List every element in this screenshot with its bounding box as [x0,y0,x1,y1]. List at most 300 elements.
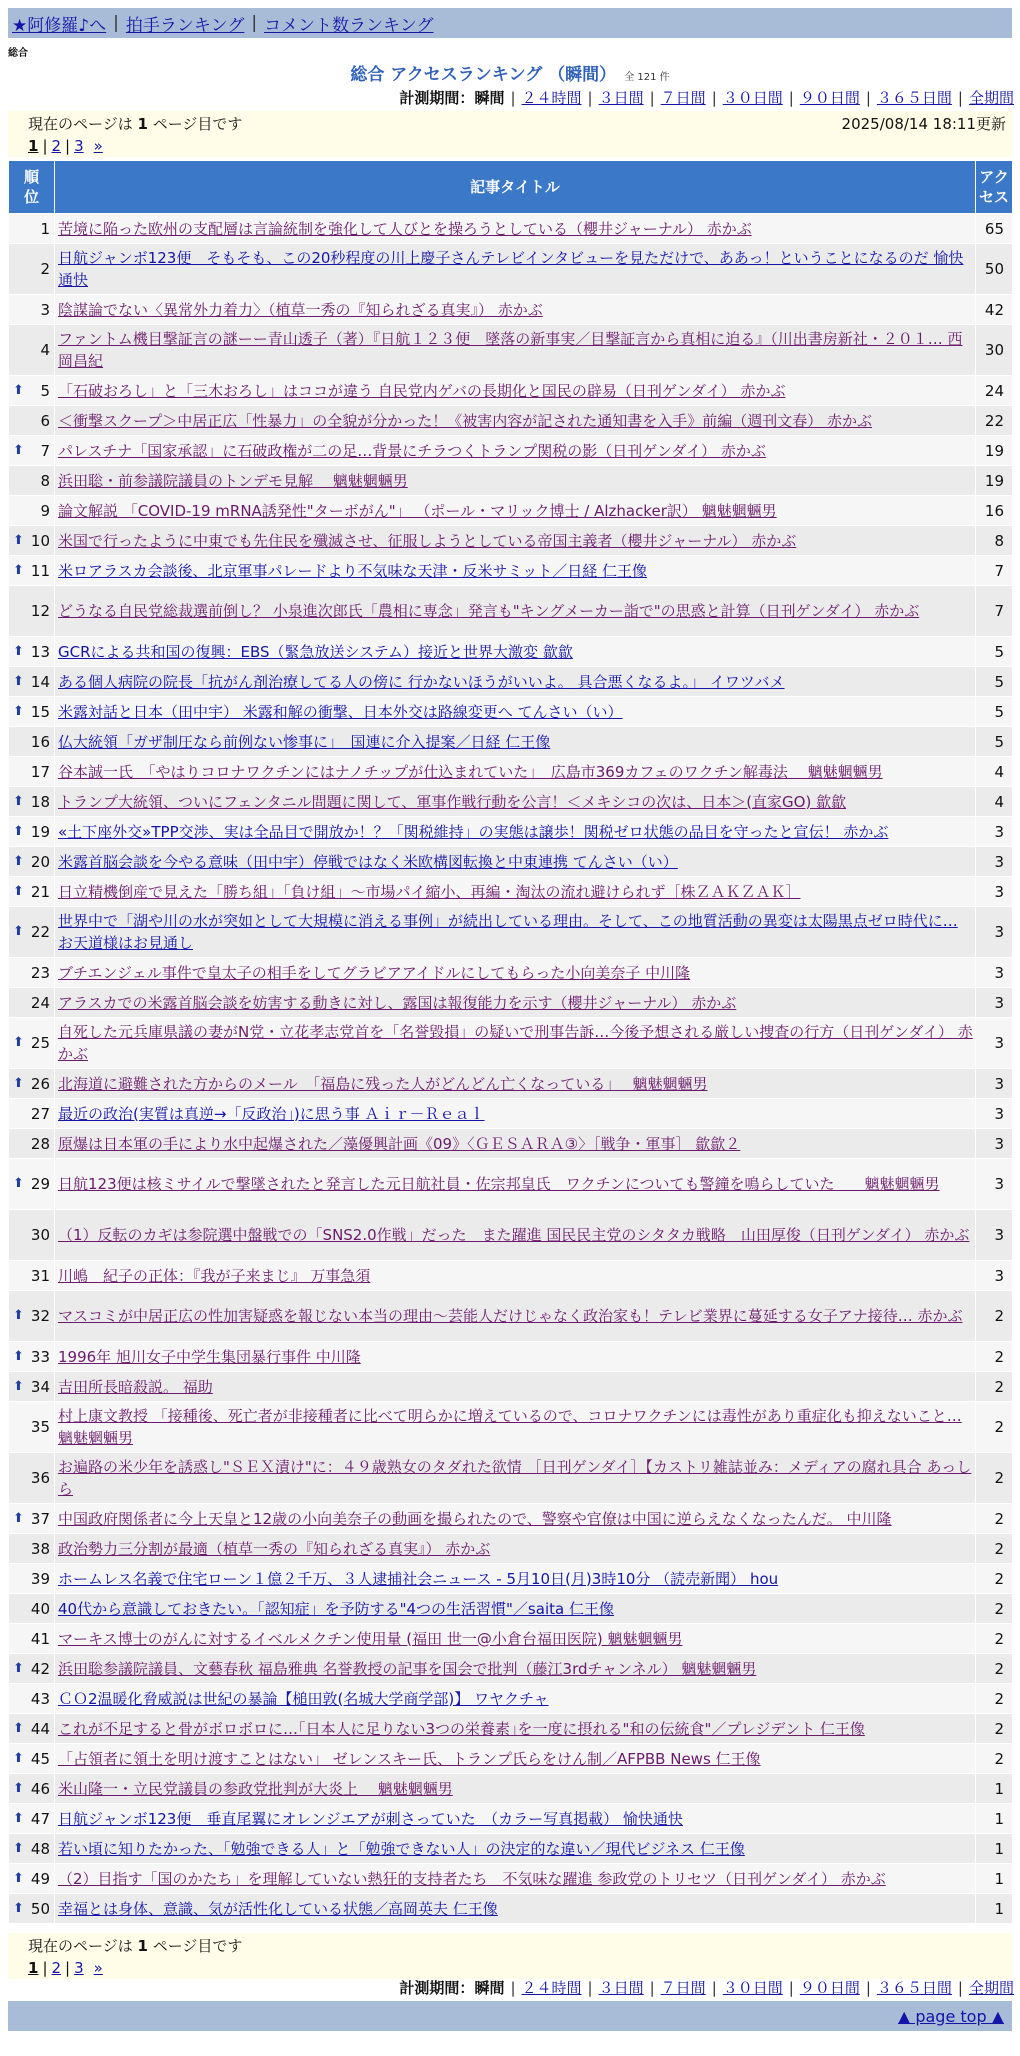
article-title-link[interactable]: 「石破おろし」と「三木おろし」はココが違う 自民党内ゲバの長期化と国民の辟易（日刊ゲンダイ） 赤かぶ [58,381,786,400]
access-count: 2 [976,1714,1013,1744]
title-cell [55,757,976,787]
article-title-link[interactable]: どうなる自民党総裁選前倒し？ 小泉進次郎氏「農相に専念」発言も"キングメーカー詣で"の思惑と計算（日刊ゲンダイ） 赤かぶ [58,602,920,620]
access-count: 3 [976,1261,1013,1291]
rank-number: 3 [40,300,50,319]
title-cell [55,556,976,586]
title-cell [55,214,976,244]
article-title-link[interactable]: これが不足すると骨がボロボロに…｢日本人に足りない3つの栄養素｣を一度に摂れる"和の伝統食"／プレジデント 仁王像 [58,1719,865,1738]
rank-cell [9,1654,55,1684]
access-count: 50 [976,244,1013,295]
title-cell [55,1210,976,1261]
arrow-up-icon: ⬆ [13,643,24,659]
arrow-up-icon: ⬆ [13,1750,24,1766]
title-cell [55,1624,976,1654]
access-count: 65 [976,214,1013,244]
rank-cell [9,1744,55,1774]
table-row [9,1654,1013,1684]
rank-cell [9,1504,55,1534]
table-row [9,586,1013,637]
title-cell [55,1402,976,1453]
title-cell [55,1069,976,1099]
arrow-up-icon: ⬆ [13,1900,24,1916]
period-90d-link[interactable]: ９０日間 [799,89,860,107]
period-separator: | [788,1978,794,1997]
access-count: 2 [976,1654,1013,1684]
article-title-link[interactable]: マーキス博士のがんに対するイベルメクチン使用量 (福田 世一@小倉台福田医院) 魑魅魍魎男 [58,1629,683,1648]
page-number: 1 [137,1936,148,1955]
article-title-link[interactable]: 日立精機倒産で見えた「勝ち組」「負け組」〜市場パイ縮小、再編・淘汰の流れ避けられず［株ＺＡＫＺＡＫ］ [58,882,801,901]
rank-cell [9,1774,55,1804]
rank-cell [9,1402,55,1453]
access-count: 3 [976,958,1013,988]
access-count: 3 [976,988,1013,1018]
rank-cell [9,637,55,667]
period-current: 瞬間 [474,1979,505,1997]
access-count: 2 [976,1342,1013,1372]
rank-number: 29 [30,1175,50,1193]
pager-current: 1 [28,137,39,155]
access-count: 2 [976,1402,1013,1453]
table-row [9,1504,1013,1534]
period-all-link[interactable]: 全期間 [968,89,1014,107]
article-title-link[interactable]: 幸福とは身体、意識、気が活性化している状態／高岡英夫 仁王像 [58,1899,498,1918]
rank-number: 32 [30,1307,50,1325]
rank-number: 30 [30,1226,50,1244]
arrow-up-icon: ⬆ [13,1176,24,1191]
table-row [9,295,1013,325]
article-title-link[interactable]: ある個人病院の院長「抗がん剤治療してる人の傍に 行かないほうがいいよ。 具合悪くなるよ。」 イワツバメ [58,672,785,691]
article-title-link[interactable]: 論文解説 「COVID-19 mRNA誘発性"ターボがん"」 （ポール・マリック博士 / Alzhacker訳） 魑魅魍魎男 [58,501,777,520]
table-row [9,817,1013,847]
period-separator: | [957,88,963,107]
pager-next[interactable]: » [93,1959,103,1977]
rank-cell [9,1564,55,1594]
arrow-up-icon: ⬆ [13,1035,24,1050]
rank-number: 33 [30,1347,50,1366]
article-title-link[interactable]: 40代から意識しておきたい。「認知症」を予防する"4つの生活習慣"／saita 仁王像 [58,1599,614,1618]
access-count: 16 [976,496,1013,526]
period-all-link[interactable]: 全期間 [968,1979,1014,1997]
page-top-link[interactable]: ▲ page top ▲ [897,2006,1004,2026]
home-link[interactable]: ★阿修羅♪へ [12,15,107,36]
access-count: 2 [976,1594,1013,1624]
rank-number: 37 [30,1509,50,1528]
rank-cell [9,697,55,727]
rank-number: 8 [40,471,50,490]
period-30d-link[interactable]: ３０日間 [722,1979,783,1997]
header-title: 記事タイトル [55,161,976,214]
article-title-link[interactable]: 1996年 旭川女子中学生集団暴行事件 中川隆 [58,1347,361,1366]
access-count: 1 [976,1864,1013,1894]
pager-next[interactable]: » [93,137,103,155]
table-row [9,466,1013,496]
page-indicator: 現在のページは 1 ページ目です [28,1936,243,1955]
rank-number: 50 [30,1899,50,1918]
access-count: 1 [976,1774,1013,1804]
title-cell [55,325,976,376]
article-title-link[interactable]: ＜衝撃スクープ＞中居正広「性暴力」の全貌が分かった！《被害内容が記された通知書を入手》前編（週刊文春） 赤かぶ [58,411,873,430]
title-cell [55,526,976,556]
article-title-link[interactable]: 苦境に陥った欧州の支配層は言論統制を強化して人びとを操ろうとしている（櫻井ジャーナル） 赤かぶ [58,219,752,238]
title-cell [55,787,976,817]
table-row [9,526,1013,556]
access-count: 2 [976,1684,1013,1714]
pager-separator: | [65,137,71,155]
arrow-up-icon: ⬆ [13,1308,24,1323]
rank-number: 16 [30,732,50,751]
rank-number: 39 [30,1569,50,1588]
rank-cell [9,1099,55,1129]
table-row [9,1099,1013,1129]
rank-cell [9,376,55,406]
table-row [9,436,1013,466]
article-title-link[interactable]: パレスチナ「国家承認」に石破政権が二の足…背景にチラつくトランプ関税の影（日刊ゲンダイ） 赤かぶ [58,441,766,460]
article-title-link[interactable]: ブチエンジェル事件で皇太子の相手をしてグラビアアイドルにしてもらった小向美奈子 中川隆 [58,963,691,982]
article-title-link[interactable]: （1）反転のカギは参院選中盤戦での「SNS2.0作戦」だった また躍進 国民民主党のシタタカ戦略 山田厚俊（日刊ゲンダイ） 赤かぶ [58,1226,970,1244]
title-cell [55,1372,976,1402]
article-title-link[interactable]: 村上康文教授 「接種後、死亡者が非接種者に比べて明らかに増えているので、コロナワクチンには毒性があり重症化も抑えないこと… 魑魅魍魎男 [58,1407,962,1447]
arrow-up-icon: ⬆ [13,673,24,689]
title-cell [55,1804,976,1834]
table-row [9,406,1013,436]
article-title-link[interactable]: 米国で行ったように中東でも先住民を殲滅させ、征服しようとしている帝国主義者（櫻井ジャーナル） 赤かぶ [58,531,797,550]
rank-number: 40 [30,1599,50,1618]
rank-cell [9,1291,55,1342]
category-label: 総合 [8,48,28,59]
access-count: 5 [976,667,1013,697]
table-row [9,757,1013,787]
period-7d-link[interactable]: ７日間 [660,1979,706,1997]
rank-number: 14 [30,672,50,691]
rank-number: 47 [30,1809,50,1828]
table-row [9,1129,1013,1159]
table-row [9,214,1013,244]
access-count: 7 [976,586,1013,637]
period-365d-link[interactable]: ３６５日間 [876,1979,952,1997]
pager-separator: | [42,1959,48,1977]
article-title-link[interactable]: ホームレス名義で住宅ローン１億２千万、３人逮捕社会ニュース - 5月10日(月)3時10分 （読売新聞） hou [58,1569,779,1588]
title-cell [55,1864,976,1894]
rank-cell [9,1624,55,1654]
article-title-link[interactable]: 「占領者に領土を明け渡すことはない」 ゼレンスキー氏、トランプ氏らをけん制／AFPBB News 仁王像 [58,1749,761,1768]
rank-cell [9,757,55,787]
title-cell [55,1159,976,1210]
table-row [9,697,1013,727]
period-label: 計測期間： [399,1979,475,1997]
period-separator: | [649,1978,655,1997]
table-row [9,1594,1013,1624]
access-count: 3 [976,847,1013,877]
pager-page-2[interactable]: 2 [51,137,62,155]
rank-number: 24 [30,993,50,1012]
table-row [9,244,1013,295]
period-separator: | [957,1978,963,1997]
page-status-row [8,1933,1012,1957]
access-count: 2 [976,1534,1013,1564]
title-cell [55,847,976,877]
period-30d-link[interactable]: ３０日間 [722,89,783,107]
period-24h-link[interactable]: ２４時間 [521,1979,582,1997]
title-cell [55,1534,976,1564]
comment-ranking-link[interactable]: コメント数ランキング [264,15,434,36]
arrow-up-icon: ⬆ [13,924,24,939]
period-24h-link[interactable]: ２４時間 [521,89,582,107]
item-count: 全 121 件 [624,72,670,83]
table-row [9,1210,1013,1261]
rank-cell [9,787,55,817]
rank-cell [9,1834,55,1864]
rank-cell [9,958,55,988]
table-row [9,1804,1013,1834]
rank-number: 26 [30,1074,50,1093]
rank-cell [9,907,55,958]
arrow-up-icon: ⬆ [13,1510,24,1526]
period-separator: | [587,1978,593,1997]
rank-number: 7 [40,441,50,460]
access-count: 19 [976,436,1013,466]
period-current: 瞬間 [474,89,505,107]
article-title-link[interactable]: トランプ大統領、ついにフェンタニル問題に関して、軍事作戦行動を公言！＜メキシコの次は、日本＞(直家GO) 歙歙 [58,792,847,811]
period-separator: | [587,88,593,107]
article-title-link[interactable]: 陰謀論でない〈異常外力着力〉（植草一秀の『知られざる真実』） 赤かぶ [58,300,543,319]
rank-cell [9,325,55,376]
access-count: 3 [976,877,1013,907]
access-count: 2 [976,1624,1013,1654]
title-cell [55,1774,976,1804]
rank-cell [9,1129,55,1159]
article-title-link[interactable]: GCRによる共和国の復興：EBS（緊急放送システム）接近と世界大激変 歙歙 [58,642,573,661]
table-row [9,1834,1013,1864]
rank-number: 9 [40,501,50,520]
article-title-link[interactable]: 日航123便は核ミサイルで撃墜されたと発言した元日航社員・佐宗邦皇氏 ワクチンについても警鐘を鳴らしていた 魑魅魍魎男 [58,1175,940,1193]
article-title-link[interactable]: 日航ジャンボ123便 垂直尾翼にオレンジエアが刺さっていた （カラー写真掲載） 愉快通快 [58,1809,683,1828]
rank-number: 6 [40,411,50,430]
title-cell [55,1453,976,1504]
article-title-link[interactable]: 中国政府関係者に今上天皇と12歳の小向美奈子の動画を撮られたので、警察や官僚は中国に逆らえなくなったんだ。 中川隆 [58,1509,892,1528]
table-row [9,325,1013,376]
rank-number: 15 [30,702,50,721]
article-title-link[interactable]: ファントム機目撃証言の謎ーー青山透子（著）『日航１２３便 墜落の新事実／目撃証言から真相に迫る』（川出書房新社・２０１… 西岡昌紀 [58,330,963,370]
title-cell [55,466,976,496]
article-title-link[interactable]: 政治勢力三分割が最適（植草一秀の『知られざる真実』） 赤かぶ [58,1539,491,1558]
title-cell [55,1099,976,1129]
title-cell [55,907,976,958]
nav-separator: | [251,13,258,33]
period-separator: | [788,88,794,107]
rank-number: 48 [30,1839,50,1858]
table-row [9,1372,1013,1402]
title-cell [55,1504,976,1534]
table-row [9,1744,1013,1774]
rank-cell [9,1894,55,1924]
arrow-up-icon: ⬆ [13,1720,24,1736]
article-title-link[interactable]: 谷本誠一氏 「やはりコロナワクチンにはナノチップが仕込まれていた」 広島市369カフェのワクチン解毒法 魑魅魍魎男 [58,762,883,781]
period-selector-bottom [399,1977,1014,1998]
pager-separator: | [65,1959,71,1977]
period-365d-link[interactable]: ３６５日間 [876,89,952,107]
article-title-link[interactable]: 川嶋 紀子の正体：『我が子来まじ』 万事急須 [58,1266,371,1285]
table-row [9,1069,1013,1099]
pager-page-3[interactable]: 3 [74,1959,84,1977]
rank-cell [9,1261,55,1291]
article-title-link[interactable]: 仏大統領「ガザ制圧なら前例ない惨事に」 国連に介入提案／日経 仁王像 [58,732,551,751]
table-row [9,1564,1013,1594]
article-title-link[interactable]: 米露首脳会談を今やる意味（田中宇）停戦ではなく米欧構図転換と中東連携 てんさい（い） [58,852,678,871]
pager-page-2[interactable]: 2 [51,1959,62,1977]
rank-cell [9,877,55,907]
access-count: 3 [976,1210,1013,1261]
table-row [9,1342,1013,1372]
arrow-up-icon: ⬆ [13,823,24,839]
article-title-link[interactable]: アラスカでの米露首脳会談を妨害する動きに対し、露国は報復能力を示す（櫻井ジャーナル） 赤かぶ [58,993,737,1012]
arrow-up-icon: ⬆ [13,793,24,809]
article-title-link[interactable]: «土下座外交»TPP交渉、実は全品目で開放か！？「関税維持」の実態は譲歩！関税ゼロ状態の品目を守ったと宣伝！ 赤かぶ [58,822,889,841]
table-row [9,847,1013,877]
article-title-link[interactable]: 自死した元兵庫県議の妻がN党・立花孝志党首を「名誉毀損」の疑いで刑事告訴…今後予想される厳しい捜査の行方（日刊ゲンダイ） 赤かぶ [58,1023,973,1063]
table-row [9,958,1013,988]
rank-number: 45 [30,1749,50,1768]
access-count: 3 [976,1129,1013,1159]
access-count: 1 [976,1834,1013,1864]
rank-number: 49 [30,1869,50,1888]
rank-number: 42 [30,1659,50,1678]
period-3d-link[interactable]: ３日間 [598,1979,644,1997]
table-row [9,1714,1013,1744]
article-title-link[interactable]: 若い頃に知りたかった、「勉強できる人」と「勉強できない人」の決定的な違い／現代ビジネス 仁王像 [58,1839,745,1858]
rank-cell [9,1372,55,1402]
access-count: 1 [976,1804,1013,1834]
table-row [9,988,1013,1018]
article-title-link[interactable]: （2）目指す「国のかたち」を理解していない熱狂的支持者たち 不気味な躍進 参政党のトリセツ（日刊ゲンダイ） 赤かぶ [58,1869,886,1888]
arrow-up-icon: ⬆ [13,1378,24,1394]
rank-number: 10 [30,531,50,550]
access-count: 5 [976,697,1013,727]
article-title-link[interactable]: 北海道に避難された方からのメール 「福島に残った人がどんどん亡くなっている」 魑魅魍魎男 [58,1074,708,1093]
rank-cell [9,727,55,757]
rank-cell [9,1804,55,1834]
article-title-link[interactable]: お遍路の米少年を誘惑し"ＳＥＸ漬け"に：４９歳熟女のタダれた欲情 ［日刊ゲンダイ］【カストリ雑誌並み：メディアの腐れ具合 あっしら [58,1458,972,1498]
article-title-link[interactable]: 原爆は日本軍の手により水中起爆された／藻優興計画《09》〈ＧＥＳＡＲＡ③〉［戦争・軍事］ 歙歙２ [58,1134,741,1153]
access-count: 4 [976,757,1013,787]
arrow-up-icon: ⬆ [13,1840,24,1856]
rank-number: 41 [30,1629,50,1648]
title-cell [55,436,976,466]
rank-cell [9,436,55,466]
article-title-link[interactable]: ＣＯ2温暖化脅威説は世紀の暴論【槌田敦(名城大学商学部)】 ワヤクチャ [58,1689,549,1708]
rank-number: 27 [30,1104,50,1123]
title-cell [55,1129,976,1159]
period-90d-link[interactable]: ９０日間 [799,1979,860,1997]
table-row [9,556,1013,586]
access-count: 3 [976,907,1013,958]
table-row [9,1402,1013,1453]
title-cell [55,697,976,727]
table-header-row [9,161,1013,214]
article-title-link[interactable]: 最近の政治(実質は真逆→「反政治」)に思う事 Ａｉｒ－Ｒｅａｌ [58,1104,485,1123]
rank-cell [9,214,55,244]
table-row [9,376,1013,406]
article-title-link[interactable]: 米ロアラスカ会談後、北京軍事パレードより不気味な天津・反米サミット／日経 仁王像 [58,561,648,580]
ranking-table [8,160,1013,1924]
period-separator: | [865,88,871,107]
page-title [0,60,1020,85]
rank-number: 19 [30,822,50,841]
clap-ranking-link[interactable]: 拍手ランキング [125,15,245,36]
page-status-bottom [8,1933,1012,1979]
title-cell [55,1744,976,1774]
access-count: 7 [976,556,1013,586]
ranking-table-body [9,214,1013,1924]
table-row [9,1624,1013,1654]
rank-number: 12 [30,602,50,620]
rank-number: 38 [30,1539,50,1558]
rank-cell [9,1342,55,1372]
pager-current: 1 [28,1959,39,1977]
title-cell [55,988,976,1018]
access-count: 3 [976,817,1013,847]
article-title-link[interactable]: 米山隆一・立民党議員の参政党批判が大炎上 魑魅魍魎男 [58,1779,453,1798]
article-title-link[interactable]: 吉田所長暗殺説。 福助 [58,1377,213,1396]
period-3d-link[interactable]: ３日間 [598,89,644,107]
title-cell [55,244,976,295]
rank-number: 22 [30,923,50,941]
title-cell [55,1714,976,1744]
access-count: 24 [976,376,1013,406]
article-title-link[interactable]: 米露対話と日本（田中宇） 米露和解の衝撃、日本外交は路線変更へ てんさい（い） [58,702,623,721]
rank-cell [9,667,55,697]
rank-number: 4 [40,341,50,359]
period-7d-link[interactable]: ７日間 [660,89,706,107]
period-separator: | [711,88,717,107]
title-cell [55,496,976,526]
rank-cell [9,1018,55,1069]
rank-cell [9,466,55,496]
rank-number: 34 [30,1377,50,1396]
article-title-link[interactable]: 日航ジャンボ123便 そもそも、この20秒程度の川上慶子さんテレビインタビューを見ただけで、ああっ！ということになるのだ 愉快通快 [58,249,964,289]
page-status-top [8,111,1012,157]
rank-cell [9,1159,55,1210]
table-row [9,1261,1013,1291]
access-count: 30 [976,325,1013,376]
updated-timestamp: 2025/08/14 18:11更新 [841,114,1006,133]
title-cell [55,586,976,637]
title-cell [55,637,976,667]
pager-page-3[interactable]: 3 [74,137,84,155]
title-cell [55,295,976,325]
arrow-up-icon: ⬆ [13,1810,24,1826]
rank-cell [9,1714,55,1744]
article-title-link[interactable]: 浜田聡参議院議員、文藝春秋 福島雅典 名誉教授の記事を国会で批判（藤江3rdチャンネル） 魑魅魍魎男 [58,1659,757,1678]
access-count: 3 [976,1018,1013,1069]
rank-cell [9,1594,55,1624]
article-title-link[interactable]: 世界中で「湖や川の水が突如として大規模に消える事例」が続出している理由。そして、この地質活動の異変は太陽黒点ゼロ時代に… お天道様はお見通し [58,912,958,952]
access-count: 2 [976,1504,1013,1534]
access-count: 2 [976,1372,1013,1402]
period-separator: | [510,1978,516,1997]
rank-cell [9,1069,55,1099]
rank-number: 20 [30,852,50,871]
article-title-link[interactable]: マスコミが中居正広の性加害疑惑を報じない本当の理由〜芸能人だけじゃなく政治家も！テレビ業界に蔓延する女子アナ接待… 赤かぶ [58,1307,963,1325]
table-row [9,667,1013,697]
rank-number: 43 [30,1689,50,1708]
title-cell [55,1261,976,1291]
table-row [9,877,1013,907]
rank-cell [9,847,55,877]
arrow-up-icon: ⬆ [13,532,24,548]
access-count: 2 [976,1564,1013,1594]
article-title-link[interactable]: 浜田聡・前参議院議員のトンデモ見解 魑魅魍魎男 [58,471,408,490]
page-indicator: 現在のページは 1 ページ目です [28,114,243,133]
